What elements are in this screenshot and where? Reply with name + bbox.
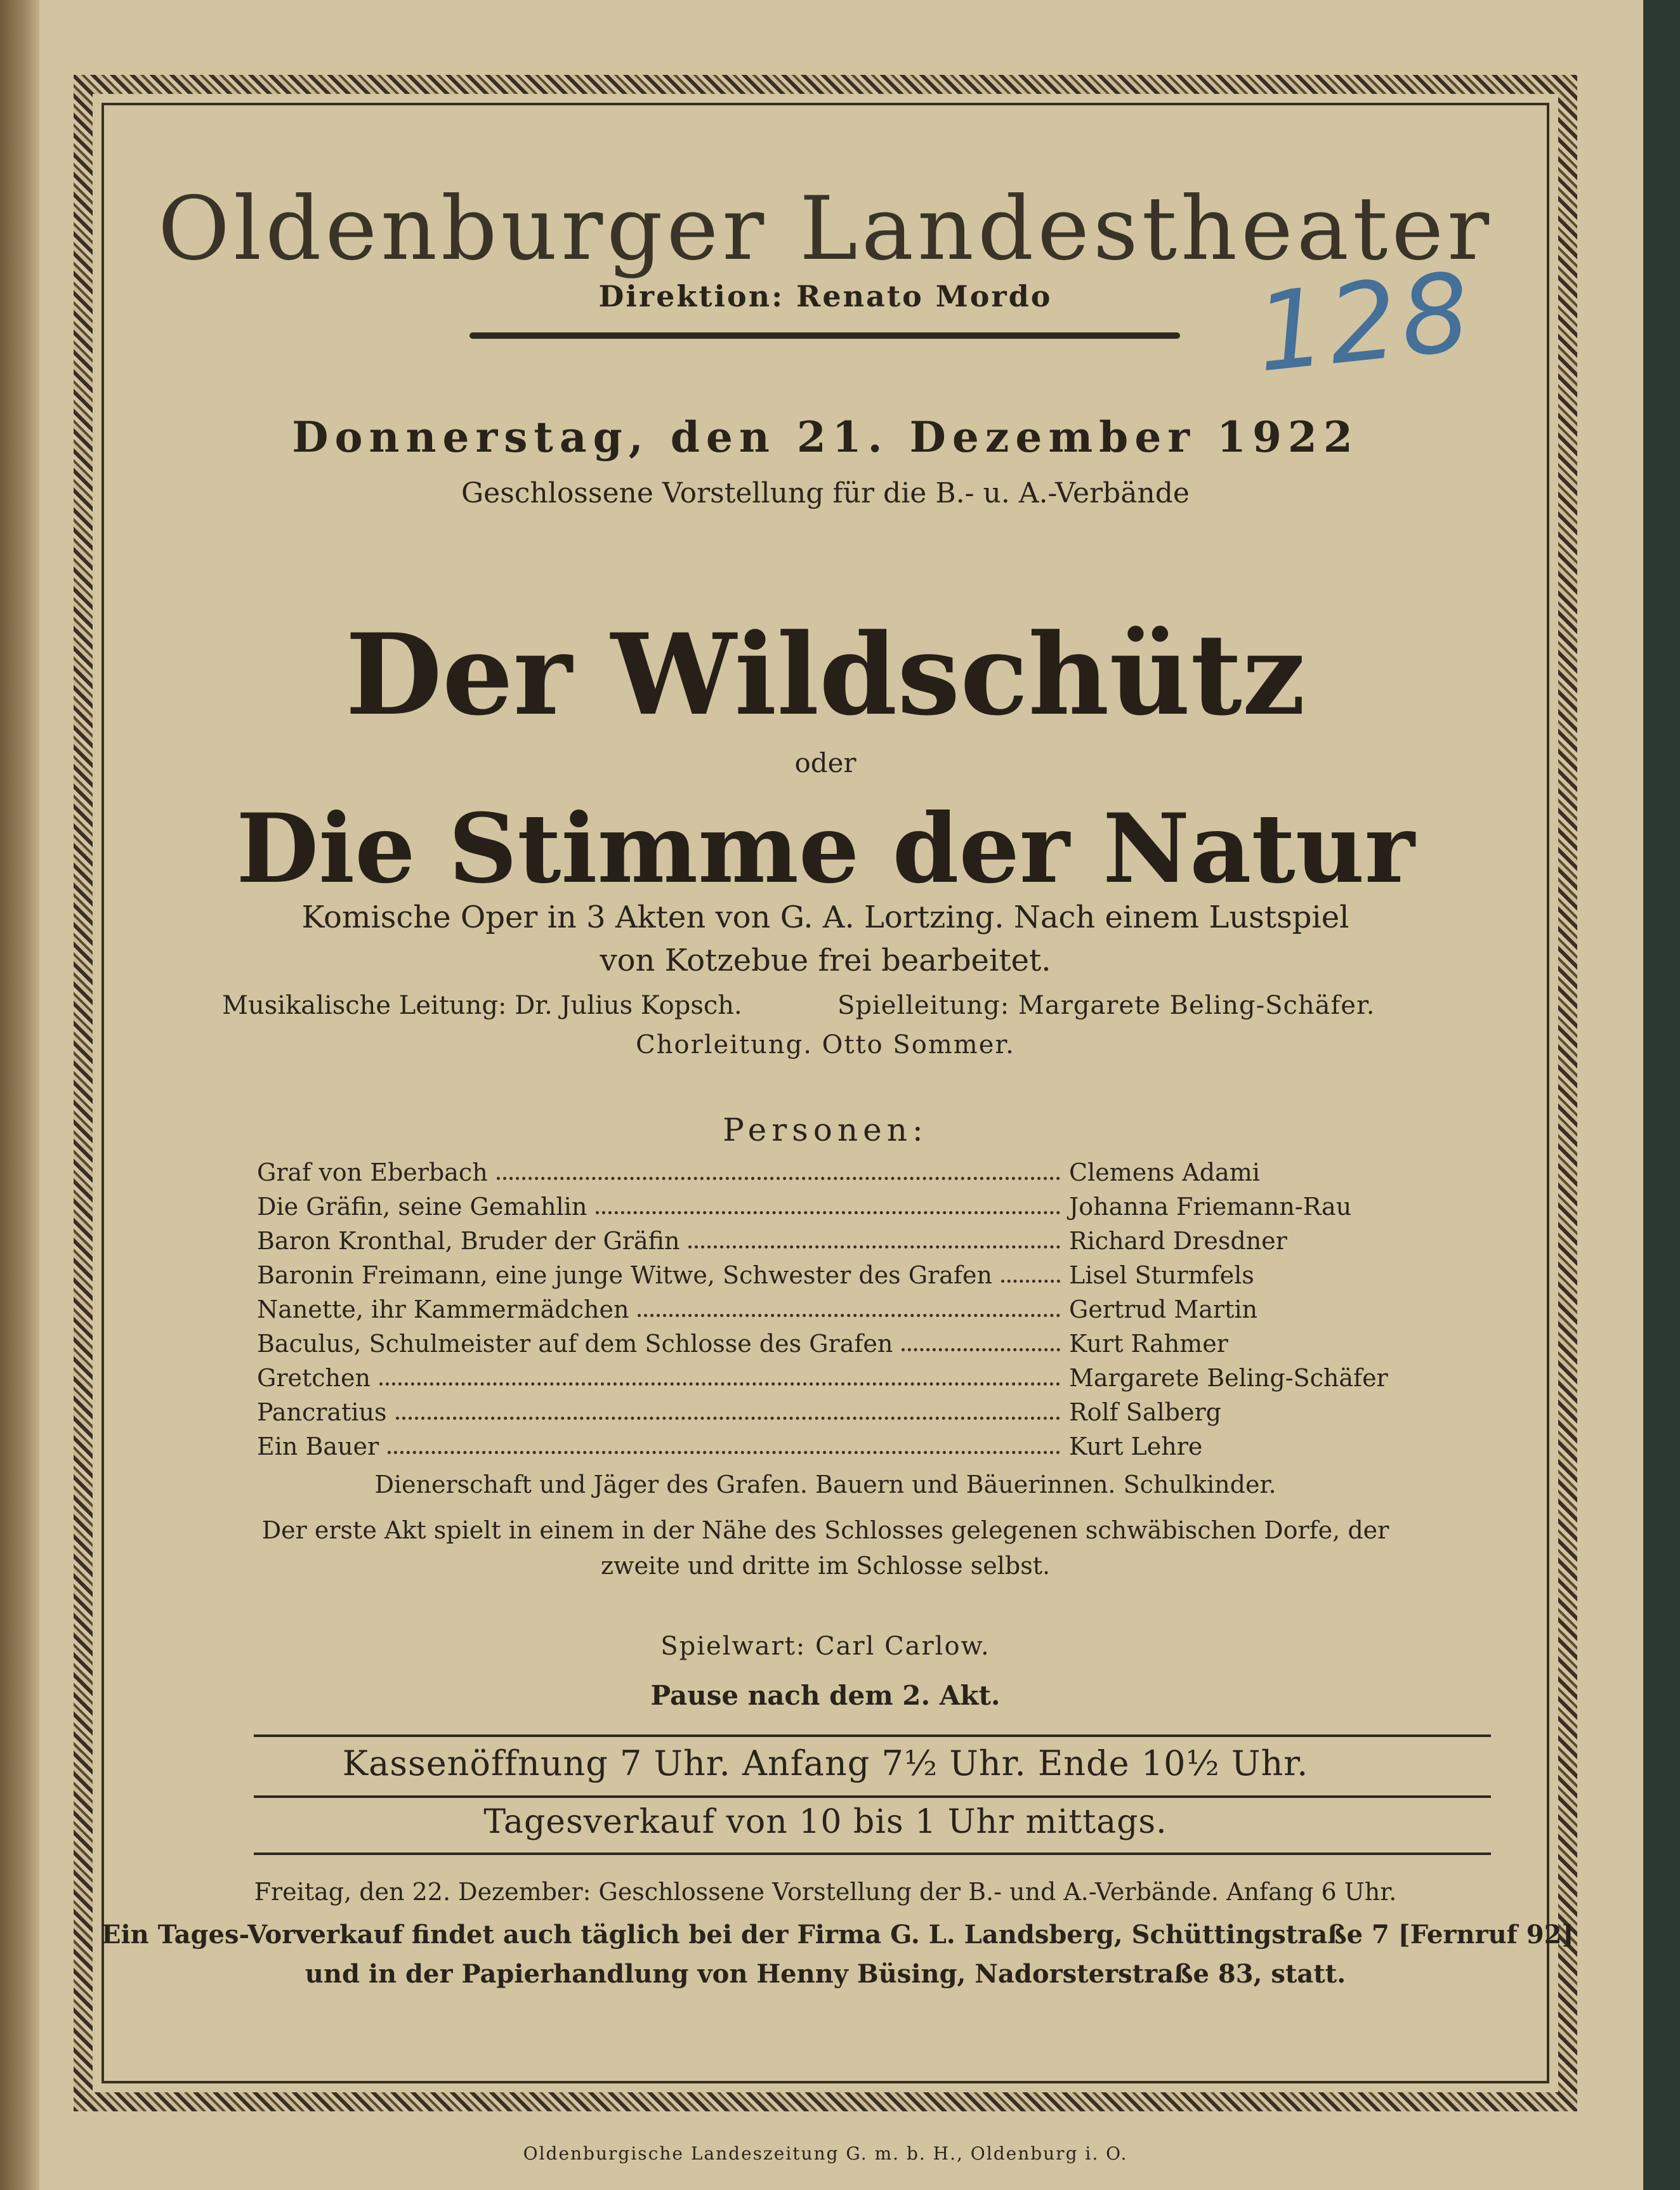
performance-times: Kassenöffnung 7 Uhr. Anfang 7½ Uhr. Ende 10½ Uhr.	[342, 1743, 1309, 1783]
presale-line-2: und in der Papierhandlung von Henny Büsing, Nadorsterstraße 83, statt.	[305, 1959, 1346, 1989]
cast-actor: Johanna Friemann-Rau	[1069, 1193, 1352, 1221]
leader-dots	[688, 1245, 1060, 1249]
cast-row	[257, 1221, 1386, 1255]
genre-line-2: von Kotzebue frei bearbeitet.	[600, 943, 1051, 978]
cast-role: Baronin Freimann, eine junge Witwe, Schwester des Grafen	[257, 1261, 992, 1289]
leader-dots	[902, 1348, 1060, 1351]
genre-line-1: Komische Oper in 3 Akten von G. A. Lortzing. Nach einem Lustspiel	[301, 900, 1349, 935]
cast-role: Baron Kronthal, Bruder der Gräfin	[257, 1227, 680, 1255]
cast-role: Die Gräfin, seine Gemahlin	[257, 1193, 587, 1221]
title-rule	[469, 332, 1180, 339]
cast-actor: Richard Dresdner	[1069, 1227, 1287, 1255]
leader-dots	[638, 1314, 1060, 1317]
cast-row	[257, 1186, 1386, 1221]
leader-dots	[379, 1382, 1060, 1386]
book-binding-edge	[0, 0, 39, 2190]
divider-rule	[254, 1795, 1491, 1798]
theater-title: Oldenburger Landestheater	[157, 178, 1493, 280]
leader-dots	[497, 1177, 1060, 1180]
stage-manager-line: Spielwart: Carl Carlow.	[660, 1632, 990, 1661]
work-subtitle: Die Stimme der Natur	[236, 793, 1415, 905]
cast-role: Ein Bauer	[257, 1433, 379, 1460]
cast-row	[257, 1255, 1386, 1289]
setting-line-2: zweite und dritte im Schlosse selbst.	[600, 1552, 1051, 1580]
cast-row	[257, 1426, 1386, 1460]
cast-list	[257, 1152, 1386, 1460]
next-performance-notice: Freitag, den 22. Dezember: Geschlossene Vorstellung der B.- und A.-Verbände. Anfang 6 Uhr.	[254, 1878, 1397, 1906]
leader-dots	[596, 1211, 1060, 1214]
leader-dots	[396, 1417, 1061, 1420]
leader-dots	[388, 1451, 1060, 1454]
work-title: Der Wildschütz	[345, 609, 1306, 740]
cast-role: Nanette, ihr Kammermädchen	[257, 1295, 629, 1323]
divider-rule	[254, 1852, 1491, 1855]
cast-actor: Kurt Lehre	[1069, 1433, 1203, 1460]
setting-line-1: Der erste Akt spielt in einem in der Nähe des Schlosses gelegenen schwäbischen Dorfe, der	[261, 1516, 1389, 1544]
handwritten-archive-number: 128	[1250, 249, 1480, 397]
inner-border	[102, 103, 1574, 2083]
oder-connector: oder	[794, 747, 856, 778]
day-sale-hours: Tagesverkauf von 10 bis 1 Uhr mittags.	[483, 1803, 1167, 1841]
cast-row	[257, 1392, 1386, 1426]
direction-line: Direktion: Renato Mordo	[598, 279, 1053, 313]
stage-direction: Spielleitung: Margarete Beling-Schäfer.	[837, 991, 1375, 1020]
cast-row	[257, 1289, 1386, 1323]
intermission-note: Pause nach dem 2. Akt.	[650, 1680, 1001, 1711]
presale-line-1: Ein Tages-Vorverkauf findet auch täglich bei der Firma G. L. Landsberg, Schüttingstraße 7 [Fernruf 92]	[102, 1920, 1574, 1950]
cast-heading: Personen:	[723, 1111, 928, 1148]
cast-actor: Margarete Beling-Schäfer	[1069, 1364, 1388, 1392]
leader-dots	[1001, 1280, 1060, 1283]
printer-imprint: Oldenburgische Landeszeitung G. m. b. H., Oldenburg i. O.	[523, 2143, 1128, 2164]
cast-role: Pancratius	[257, 1398, 387, 1426]
extras-line: Dienerschaft und Jäger des Grafen. Bauern und Bäuerinnen. Schulkinder.	[374, 1471, 1276, 1498]
divider-rule	[254, 1734, 1491, 1737]
cast-actor: Clemens Adami	[1069, 1158, 1260, 1186]
cast-role: Gretchen	[257, 1364, 371, 1392]
cast-row	[257, 1152, 1386, 1186]
cast-role: Baculus, Schulmeister auf dem Schlosse des Grafen	[257, 1330, 893, 1358]
performance-date: Donnerstag, den 21. Dezember 1922	[292, 412, 1359, 462]
cast-actor: Rolf Salberg	[1069, 1398, 1221, 1426]
cast-actor: Gertrud Martin	[1069, 1295, 1257, 1323]
musical-direction: Musikalische Leitung: Dr. Julius Kopsch.	[222, 991, 742, 1020]
chorus-direction: Chorleitung. Otto Sommer.	[636, 1030, 1015, 1059]
cast-role: Graf von Eberbach	[257, 1158, 488, 1186]
closed-performance-note: Geschlossene Vorstellung für die B.- u. A.-Verbände	[461, 477, 1190, 509]
cast-row	[257, 1323, 1386, 1358]
cast-row	[257, 1358, 1386, 1392]
cast-actor: Kurt Rahmer	[1069, 1330, 1228, 1358]
cast-actor: Lisel Sturmfels	[1069, 1261, 1254, 1289]
